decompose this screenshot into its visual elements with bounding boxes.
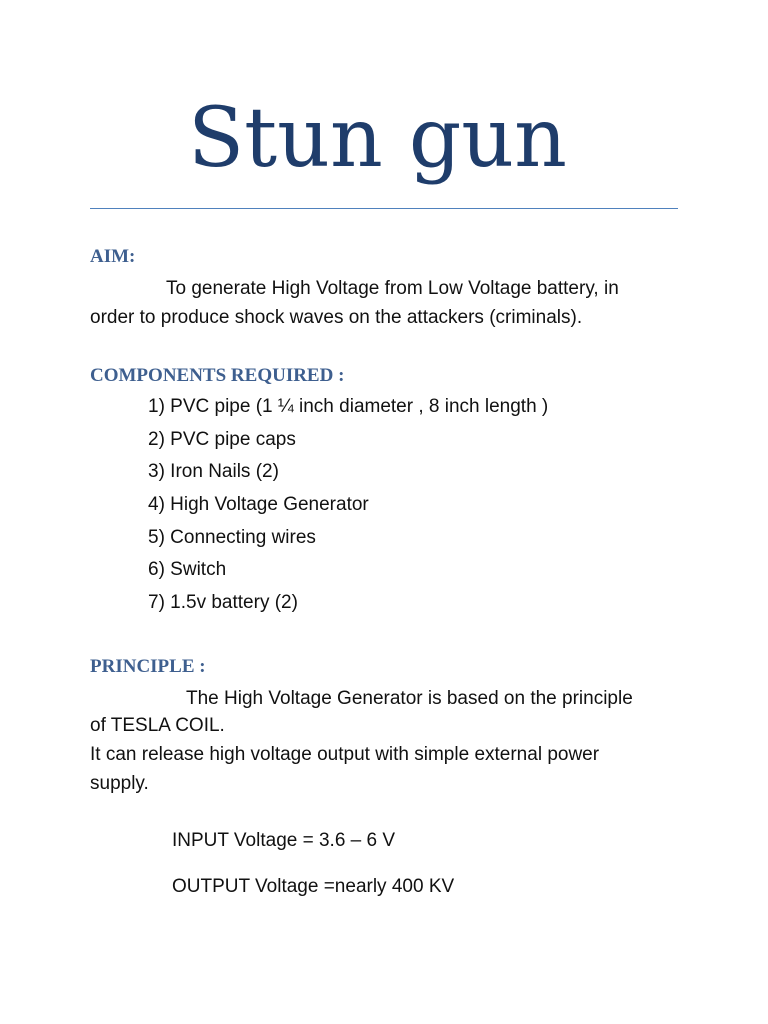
input-voltage: INPUT Voltage = 3.6 – 6 V bbox=[172, 830, 396, 851]
principle-line-4: supply. bbox=[90, 773, 149, 794]
list-item: 5) Connecting wires bbox=[148, 526, 316, 548]
list-item: 4) High Voltage Generator bbox=[148, 494, 369, 516]
aim-line-1: To generate High Voltage from Low Voltage battery, in bbox=[166, 278, 619, 299]
aim-line-2: order to produce shock waves on the attackers (criminals). bbox=[90, 307, 583, 328]
principle-line-3: It can release high voltage output with simple external power bbox=[90, 744, 600, 765]
output-voltage: OUTPUT Voltage =nearly 400 KV bbox=[172, 876, 455, 897]
list-item: 7) 1.5v battery (2) bbox=[148, 592, 298, 614]
principle-heading: PRINCIPLE : bbox=[90, 656, 206, 677]
title-divider bbox=[90, 208, 678, 209]
list-item: 1) PVC pipe (1 ¼ inch diameter , 8 inch length ) bbox=[148, 396, 549, 417]
components-heading: COMPONENTS REQUIRED : bbox=[90, 365, 345, 386]
principle-line-2: of TESLA COIL. bbox=[90, 715, 225, 736]
list-item: 3) Iron Nails (2) bbox=[148, 461, 279, 483]
list-item: 6) Switch bbox=[148, 559, 227, 581]
list-item: 2) PVC pipe caps bbox=[148, 428, 296, 450]
aim-heading: AIM: bbox=[90, 246, 136, 267]
document-title: Stun gun bbox=[188, 91, 567, 186]
components-list bbox=[148, 396, 548, 625]
principle-line-1: The High Voltage Generator is based on the principle bbox=[186, 688, 633, 709]
